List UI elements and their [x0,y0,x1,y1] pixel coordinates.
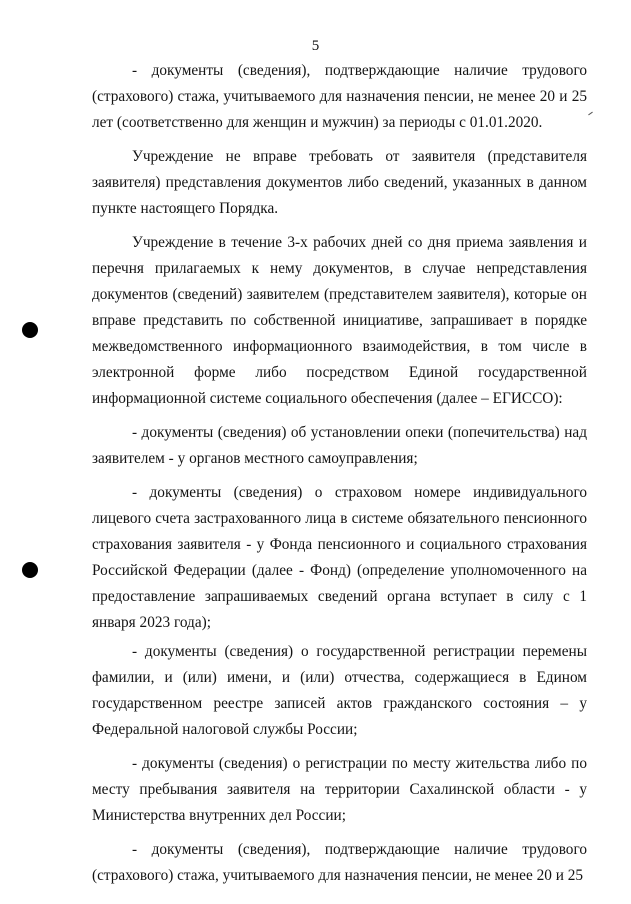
punch-hole-mark [22,562,38,578]
paragraph-no-require: Учреждение не вправе требовать от заявителя (представителя заявителя) представления документов либо сведений, указанных в данном пункте настоящего Порядка. [92,148,587,217]
punch-hole-mark [22,322,38,338]
list-item-work-experience-continued: - документы (сведения), подтверждающие наличие трудового (страхового) стажа, учитываемого для назначения пенсии, не менее 20 и 25 [92,841,587,884]
paragraph-work-experience: - документы (сведения), подтверждающие наличие трудового (страхового) стажа, учитываемого для назначения пенсии, не менее 20 и 25 лет (соответственно для женщин и мужчин) за периоды с 01.01.2020. [92,62,587,131]
document-body [92,58,587,889]
scan-artifact [588,112,593,116]
list-item-guardianship: - документы (сведения) об установлении опеки (попечительства) над заявителем - у органов местного самоуправления; [92,424,587,467]
paragraph-interagency-request: Учреждение в течение 3-х рабочих дней со дня приема заявления и перечня прилагаемых к нему документов, в случае непредставления документов (сведений) заявителем (представителем заявителя), которые он вправе представить по собственной инициативе, запрашивает в порядке межведомственного информационного взаимодействия, в том числе в электронной форме либо посредством Единой государственной информационной системе социального обеспечения (далее – ЕГИССО): [92,234,587,407]
list-item-name-change: - документы (сведения) о государственной регистрации перемены фамилии, и (или) имени, и (или) отчества, содержащиеся в Едином государственном реестре записей актов гражданского состояния – у Федеральной налоговой службы России; [92,643,587,738]
list-item-insurance-number: - документы (сведения) о страховом номере индивидуального лицевого счета застрахованного лица в системе обязательного пенсионного страхования заявителя - у Фонда пенсионного и социального страхования Российской Федерации (далее - Фонд) (определение уполномоченного на предоставление запрашиваемых сведений органа вступает в силу с 1 января 2023 года); [92,484,587,631]
page-number: 5 [311,38,320,54]
list-item-residence-registration: - документы (сведения) о регистрации по месту жительства либо по месту пребывания заявителя на территории Сахалинской области - у Министерства внутренних дел России; [92,755,587,824]
